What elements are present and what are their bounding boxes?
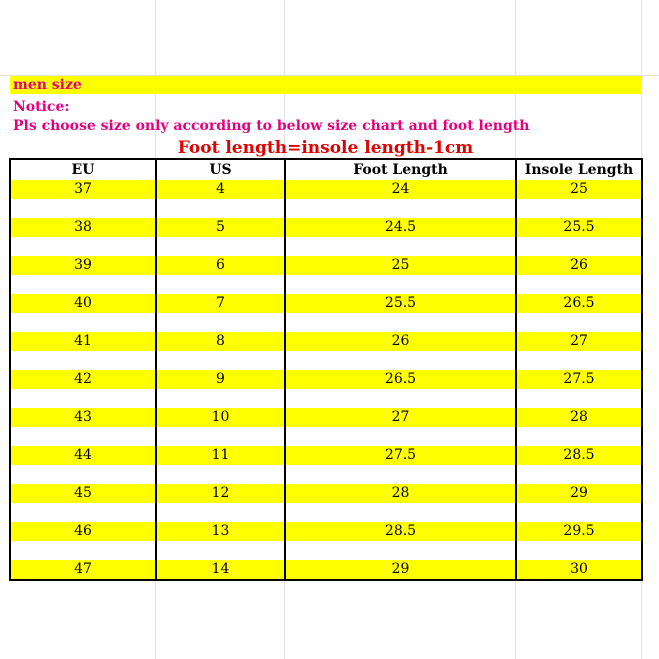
spacer-row bbox=[10, 351, 642, 370]
spacer-cell bbox=[156, 313, 285, 332]
spacer-cell bbox=[285, 503, 516, 522]
spacer-cell bbox=[156, 541, 285, 560]
spacer-row bbox=[10, 503, 642, 522]
us-size-cell: 4 bbox=[156, 180, 285, 199]
notice-label: Notice: bbox=[13, 99, 70, 115]
foot-length-cell: 26.5 bbox=[285, 370, 516, 389]
table-row bbox=[10, 180, 642, 199]
spacer-cell bbox=[156, 389, 285, 408]
insole-length-cell: 29.5 bbox=[516, 522, 642, 541]
spacer-row bbox=[10, 389, 642, 408]
us-size-cell: 8 bbox=[156, 332, 285, 351]
spacer-cell bbox=[516, 237, 642, 256]
insole-length-cell: 25 bbox=[516, 180, 642, 199]
spacer-row bbox=[10, 427, 642, 446]
spacer-cell bbox=[10, 275, 156, 294]
us-size-cell: 5 bbox=[156, 218, 285, 237]
eu-size-cell: 43 bbox=[10, 408, 156, 427]
spacer-cell bbox=[285, 427, 516, 446]
table-row bbox=[10, 408, 642, 427]
insole-length-cell: 27 bbox=[516, 332, 642, 351]
size-chart-table bbox=[9, 158, 643, 581]
spacer-row bbox=[10, 275, 642, 294]
eu-size-cell: 42 bbox=[10, 370, 156, 389]
foot-length-cell: 25.5 bbox=[285, 294, 516, 313]
eu-size-cell: 45 bbox=[10, 484, 156, 503]
spacer-cell bbox=[156, 237, 285, 256]
spacer-row bbox=[10, 465, 642, 484]
insole-length-cell: 29 bbox=[516, 484, 642, 503]
spacer-cell bbox=[516, 351, 642, 370]
table-row bbox=[10, 370, 642, 389]
instruction-text: Pls choose size only according to below size chart and foot length bbox=[13, 118, 530, 134]
spacer-row bbox=[10, 237, 642, 256]
table-row bbox=[10, 256, 642, 275]
table-row bbox=[10, 560, 642, 580]
spacer-cell bbox=[156, 503, 285, 522]
foot-length-cell: 27.5 bbox=[285, 446, 516, 465]
column-header-eu: EU bbox=[10, 159, 156, 180]
column-header-foot-length: Foot Length bbox=[285, 159, 516, 180]
spacer-cell bbox=[516, 427, 642, 446]
spacer-cell bbox=[516, 389, 642, 408]
table-row bbox=[10, 522, 642, 541]
spacer-cell bbox=[10, 389, 156, 408]
spacer-row bbox=[10, 199, 642, 218]
spacer-cell bbox=[10, 427, 156, 446]
spacer-cell bbox=[516, 275, 642, 294]
spacer-cell bbox=[516, 313, 642, 332]
table-row bbox=[10, 332, 642, 351]
spacer-cell bbox=[285, 465, 516, 484]
insole-length-cell: 27.5 bbox=[516, 370, 642, 389]
sheet-title: men size bbox=[10, 76, 641, 94]
foot-length-cell: 25 bbox=[285, 256, 516, 275]
spacer-cell bbox=[10, 313, 156, 332]
spacer-cell bbox=[156, 199, 285, 218]
eu-size-cell: 44 bbox=[10, 446, 156, 465]
us-size-cell: 7 bbox=[156, 294, 285, 313]
spacer-cell bbox=[10, 541, 156, 560]
spacer-cell bbox=[516, 465, 642, 484]
eu-size-cell: 39 bbox=[10, 256, 156, 275]
spacer-cell bbox=[285, 351, 516, 370]
insole-length-cell: 26 bbox=[516, 256, 642, 275]
spacer-cell bbox=[10, 237, 156, 256]
foot-length-cell: 28 bbox=[285, 484, 516, 503]
spacer-cell bbox=[156, 427, 285, 446]
spacer-cell bbox=[285, 199, 516, 218]
foot-length-cell: 24.5 bbox=[285, 218, 516, 237]
column-header-insole-length: Insole Length bbox=[516, 159, 642, 180]
spacer-cell bbox=[10, 503, 156, 522]
spacer-cell bbox=[10, 199, 156, 218]
formula-heading bbox=[0, 138, 659, 158]
table-header-row bbox=[10, 159, 642, 180]
table-row bbox=[10, 484, 642, 503]
insole-length-cell: 25.5 bbox=[516, 218, 642, 237]
us-size-cell: 13 bbox=[156, 522, 285, 541]
eu-size-cell: 46 bbox=[10, 522, 156, 541]
column-header-us: US bbox=[156, 159, 285, 180]
table-body bbox=[10, 180, 642, 580]
formula-text: Foot length=insole length-1cm bbox=[177, 138, 474, 158]
foot-length-cell: 26 bbox=[285, 332, 516, 351]
table-row bbox=[10, 446, 642, 465]
foot-length-cell: 28.5 bbox=[285, 522, 516, 541]
eu-size-cell: 38 bbox=[10, 218, 156, 237]
spacer-cell bbox=[10, 465, 156, 484]
spacer-cell bbox=[156, 465, 285, 484]
us-size-cell: 9 bbox=[156, 370, 285, 389]
us-size-cell: 10 bbox=[156, 408, 285, 427]
spacer-cell bbox=[10, 351, 156, 370]
foot-length-cell: 27 bbox=[285, 408, 516, 427]
table-row bbox=[10, 294, 642, 313]
spacer-cell bbox=[285, 237, 516, 256]
eu-size-cell: 41 bbox=[10, 332, 156, 351]
us-size-cell: 11 bbox=[156, 446, 285, 465]
spacer-cell bbox=[156, 275, 285, 294]
eu-size-cell: 40 bbox=[10, 294, 156, 313]
table-row bbox=[10, 218, 642, 237]
foot-length-cell: 24 bbox=[285, 180, 516, 199]
insole-length-cell: 26.5 bbox=[516, 294, 642, 313]
spacer-row bbox=[10, 541, 642, 560]
insole-length-cell: 28.5 bbox=[516, 446, 642, 465]
foot-length-cell: 29 bbox=[285, 560, 516, 580]
spacer-cell bbox=[516, 199, 642, 218]
spacer-cell bbox=[285, 541, 516, 560]
spacer-cell bbox=[285, 389, 516, 408]
us-size-cell: 14 bbox=[156, 560, 285, 580]
spacer-cell bbox=[156, 351, 285, 370]
us-size-cell: 6 bbox=[156, 256, 285, 275]
insole-length-cell: 30 bbox=[516, 560, 642, 580]
spacer-cell bbox=[516, 541, 642, 560]
spacer-cell bbox=[285, 275, 516, 294]
us-size-cell: 12 bbox=[156, 484, 285, 503]
eu-size-cell: 47 bbox=[10, 560, 156, 580]
spacer-cell bbox=[285, 313, 516, 332]
spacer-cell bbox=[516, 503, 642, 522]
insole-length-cell: 28 bbox=[516, 408, 642, 427]
eu-size-cell: 37 bbox=[10, 180, 156, 199]
spacer-row bbox=[10, 313, 642, 332]
